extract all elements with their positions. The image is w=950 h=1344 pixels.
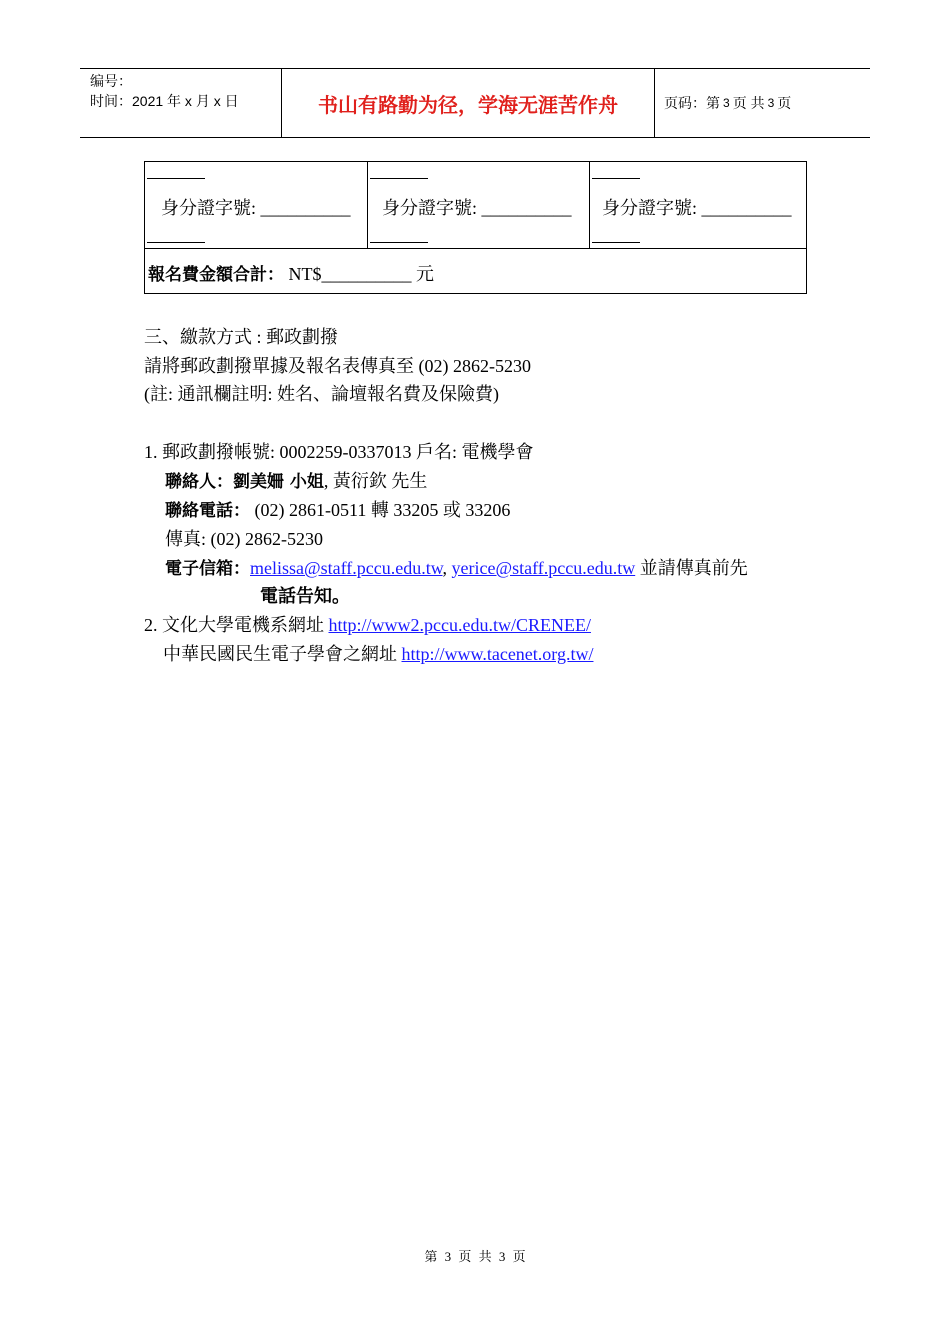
society-website-line: 中華民國民生電子學會之網址 http://www.tacenet.org.tw/ — [163, 644, 594, 664]
page-header — [80, 68, 870, 138]
header-motto: 书山有路勤为径，学海无涯苦作舟 — [318, 92, 618, 117]
dept-website-link[interactable]: http://www2.pccu.edu.tw/CRENEE/ — [328, 615, 591, 635]
blank-line — [147, 240, 205, 243]
total-unit: 元 — [416, 264, 434, 284]
id-field-1[interactable]: 身分證字號: __________ — [161, 198, 351, 218]
total-fee-field[interactable]: __________ — [321, 264, 412, 284]
contact-line — [165, 469, 427, 494]
blank-line — [370, 176, 428, 179]
email-link-melissa[interactable]: melissa@staff.pccu.edu.tw — [250, 558, 443, 578]
blank-line — [370, 240, 428, 243]
dept-website-line: 2. 文化大學電機系網址 http://www2.pccu.edu.tw/CRENEE/ — [144, 615, 591, 635]
phone-value: (02) 2861-0511 轉 33205 或 33206 — [250, 500, 511, 520]
contact-label: 聯絡人：劉美姍 小姐 — [165, 472, 324, 492]
blank-line — [147, 176, 205, 179]
registration-table — [144, 161, 807, 294]
number-label: 编号： — [90, 73, 132, 89]
email-link-yerice[interactable]: yerice@staff.pccu.edu.tw — [451, 558, 636, 578]
contact-rest: , 黃衍欽 先生 — [323, 471, 428, 491]
total-fee-row — [148, 260, 434, 286]
email-after: 並請傳真前先 — [635, 558, 748, 578]
header-divider — [654, 69, 655, 137]
society-website-link[interactable]: http://www.tacenet.org.tw/ — [401, 644, 594, 664]
total-fee-label: 報名費金額合計： — [148, 265, 284, 285]
id-cell-2 — [368, 162, 589, 248]
email-after-continued: 電話告知。 — [260, 586, 350, 607]
id-field-3[interactable]: 身分證字號: __________ — [602, 198, 792, 218]
date-line: 时间：2021 年 x 月 x 日 — [90, 93, 239, 109]
page-footer: 第 3 页 共 3 页 — [424, 1249, 526, 1264]
header-page-number: 页码：第 3 页 共 3 页 — [664, 95, 792, 111]
id-cell-1 — [145, 162, 367, 248]
email-line: 電子信箱：melissa@staff.pccu.edu.tw, yerice@staff.pccu.edu.tw 並請傳真前先 — [165, 558, 748, 579]
fax-line: 傳真: (02) 2862-5230 — [165, 529, 323, 549]
phone-line — [165, 498, 510, 523]
header-left — [90, 71, 239, 111]
total-currency: NT$ — [288, 264, 322, 284]
payment-heading: 三、繳款方式 : 郵政劃撥 — [144, 327, 338, 347]
email-label: 電子信箱： — [165, 559, 250, 579]
account-line: 1. 郵政劃撥帳號: 0002259-0337013 戶名: 電機學會 — [144, 442, 534, 462]
fax-instruction: 請將郵政劃撥單據及報名表傳真至 (02) 2862-5230 — [144, 356, 531, 376]
blank-line — [592, 176, 640, 179]
id-cell-3 — [590, 162, 806, 248]
phone-label: 聯絡電話： — [165, 501, 250, 521]
id-row — [145, 162, 806, 249]
id-field-2[interactable]: 身分證字號: __________ — [382, 198, 572, 218]
blank-line — [592, 240, 640, 243]
note-line: (註: 通訊欄註明: 姓名、論壇報名費及保險費) — [144, 384, 499, 404]
